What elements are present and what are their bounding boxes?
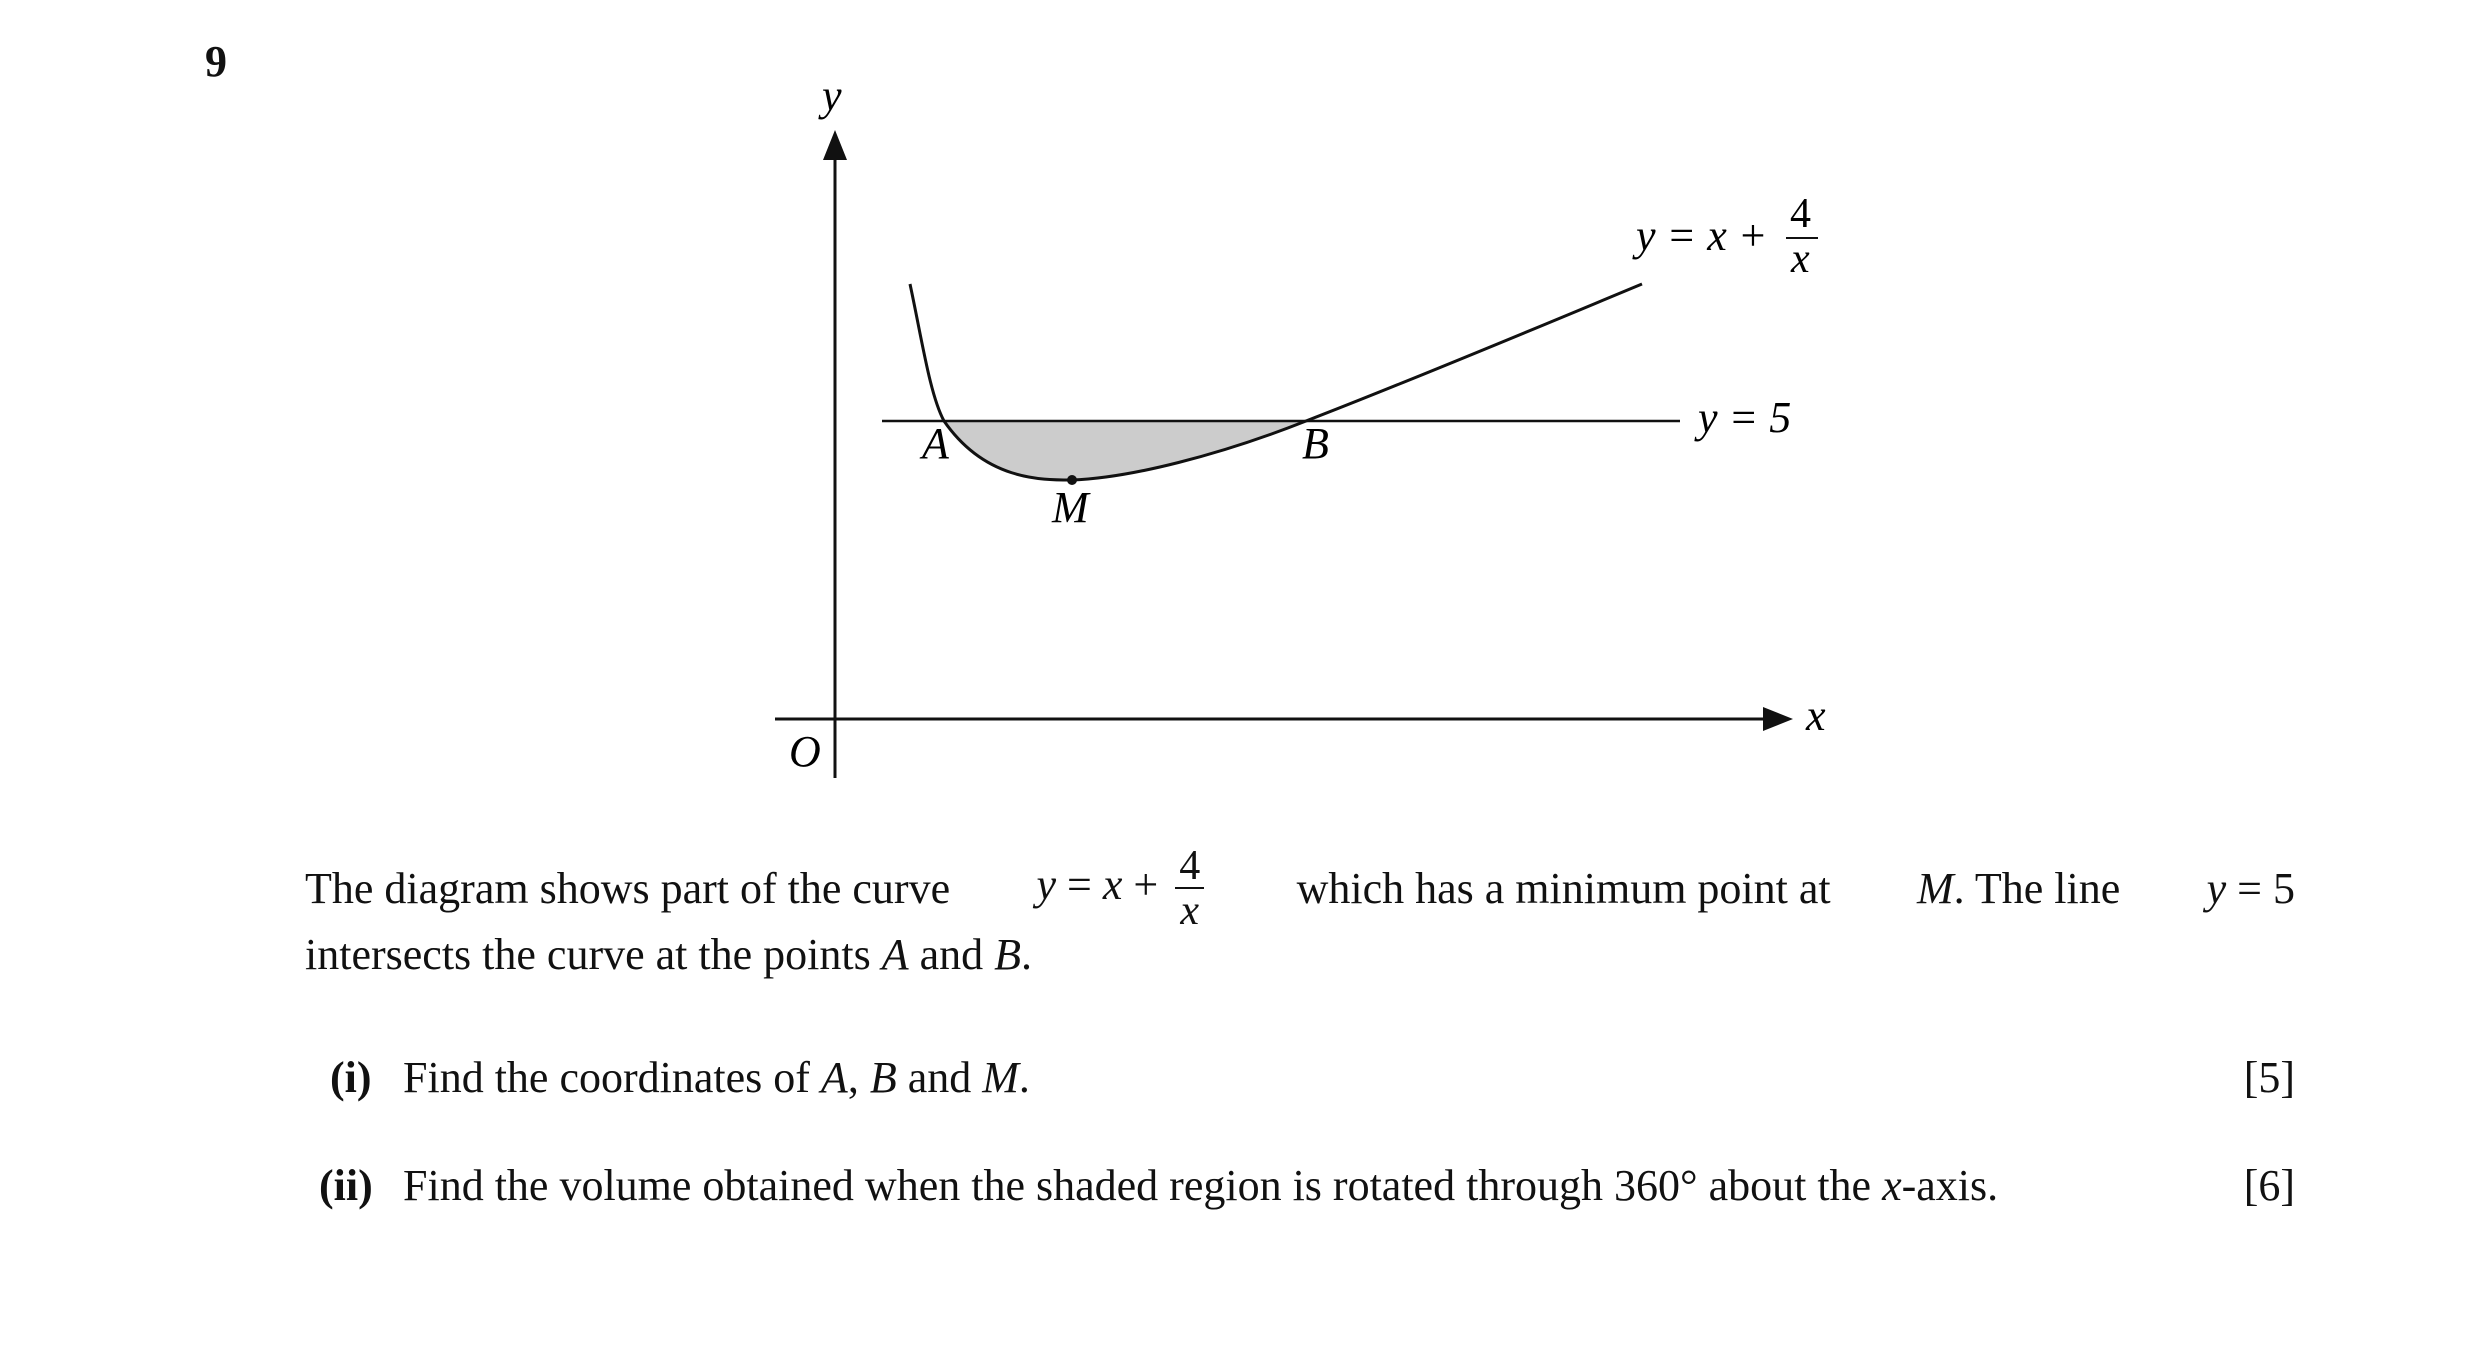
line-equation — [2206, 864, 2295, 914]
x-axis-label: x — [1806, 691, 1826, 740]
intro-text-a: The diagram shows part of the curve — [305, 864, 951, 914]
intro-A: A — [881, 930, 909, 980]
line-label: y = 5 — [1698, 393, 1792, 442]
part-ii-text — [403, 1161, 1999, 1210]
curve-eq-sign: = — [1067, 860, 1092, 910]
y-axis-label: y — [822, 71, 842, 120]
part-i-and: and — [907, 1053, 972, 1102]
part-i-marks: [5] — [2243, 1053, 2295, 1102]
x-axis-arrow — [1763, 707, 1793, 731]
intro-line-2 — [305, 930, 2295, 980]
part-i-M: M — [982, 1053, 1019, 1102]
part-ii-label: (ii) — [319, 1161, 373, 1210]
y-axis-arrow — [823, 130, 847, 160]
curve-label-den: x — [1791, 236, 1810, 282]
part-i-period: . — [1018, 1053, 1030, 1102]
intro-text-d: intersects the curve at the points — [305, 930, 871, 980]
shaded-region — [944, 421, 1306, 480]
point-A-label: A — [922, 419, 949, 468]
part-i-B: B — [869, 1053, 897, 1102]
intro-B: B — [994, 930, 1022, 980]
line-eq: = 5 — [2237, 864, 2295, 914]
intro-and: and — [919, 930, 984, 980]
curve-y: y — [1036, 860, 1057, 910]
part-i-text — [403, 1053, 1030, 1102]
intro-line-1 — [305, 845, 2295, 933]
part-i-label: (i) — [330, 1053, 372, 1102]
part-i-text-a: Find the coordinates of — [403, 1053, 810, 1102]
part-i-comma: , — [847, 1053, 859, 1102]
part-ii-text-a: Find the volume obtained when the shaded region is rotated through 360° about the — [403, 1161, 1872, 1210]
point-B-label: B — [1302, 419, 1329, 468]
part-i-A: A — [820, 1053, 848, 1102]
fraction-denominator: x — [1180, 888, 1200, 934]
fraction-numerator: 4 — [1175, 845, 1204, 889]
point-M-label: M — [1052, 483, 1089, 532]
intro-M: M — [1917, 864, 1954, 914]
intro-period: . — [1021, 930, 1033, 980]
curve-equation — [1037, 845, 1211, 933]
curve-label-prefix: y = x + — [1636, 211, 1768, 260]
curve-label-num: 4 — [1790, 191, 1811, 237]
part-ii-marks: [6] — [2243, 1161, 2295, 1210]
intro-text-c: . The line — [1953, 864, 2121, 914]
question-number: 9 — [205, 37, 227, 86]
origin-label: O — [789, 727, 821, 776]
part-ii-text-b: -axis. — [1901, 1161, 1999, 1210]
curve-plus: + — [1133, 860, 1159, 910]
line-y: y — [2206, 864, 2227, 914]
curve-fraction — [1175, 845, 1204, 933]
intro-text-b: which has a minimum point at — [1296, 864, 1831, 914]
part-ii-x: x — [1882, 1161, 1902, 1210]
curve-x: x — [1102, 860, 1123, 910]
question-intro — [305, 843, 2295, 980]
